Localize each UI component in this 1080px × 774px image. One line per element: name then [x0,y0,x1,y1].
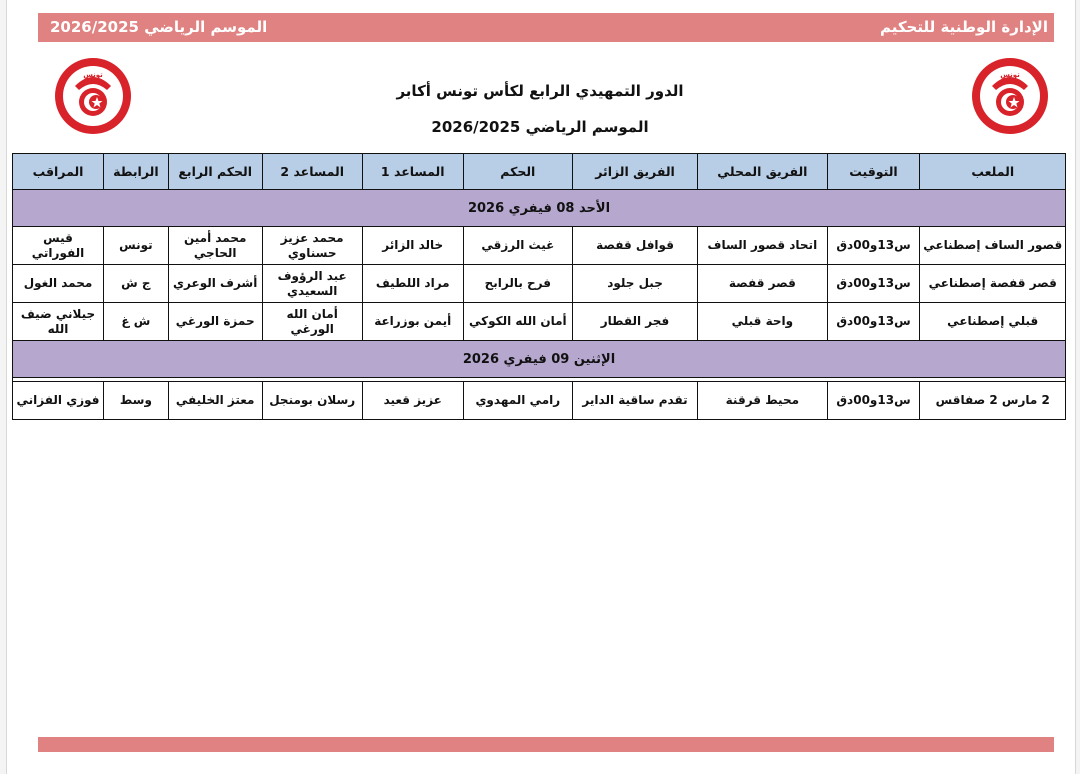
table-cell: معتز الخليفي [168,382,262,420]
table-cell: تونس [104,227,169,265]
logo-top-text: تونس [83,71,103,79]
table-row [13,227,1066,265]
col-header: الفريق المحلي [698,154,827,190]
header-band [38,13,1054,42]
table-row [13,265,1066,303]
table-cell: أمان الله الكوكي [463,303,572,341]
logo-top-text: تونس [1000,71,1020,79]
table-header-row [13,154,1066,190]
table-cell: س13و00دق [827,265,920,303]
table-cell: غيث الرزقي [463,227,572,265]
table-cell: فوزي الفزاني [13,382,104,420]
table-cell: ج ش [104,265,169,303]
table-cell: قبلي إصطناعي [920,303,1066,341]
table-cell: حمزة الورغي [168,303,262,341]
date-label: الأحد 08 فيفري 2026 [13,190,1066,227]
col-header: المساعد 1 [362,154,463,190]
table-cell: وسط [104,382,169,420]
col-header: الرابطة [104,154,169,190]
table-cell: قيس الفوراتي [13,227,104,265]
table-cell: قوافل قفصة [572,227,697,265]
table-cell: اتحاد قصور الساف [698,227,827,265]
table-row [13,303,1066,341]
date-row [13,341,1066,378]
col-header: التوقيت [827,154,920,190]
col-header: المراقب [13,154,104,190]
table-cell: عزيز قعيد [362,382,463,420]
table-cell: فرح بالرابح [463,265,572,303]
table-cell: واحة قبلي [698,303,827,341]
table-cell: فجر القطار [572,303,697,341]
table-cell: محيط قرقنة [698,382,827,420]
table-cell: أمان الله الورغي [262,303,362,341]
table-cell: قصور الساف إصطناعي [920,227,1066,265]
date-row [13,190,1066,227]
col-header: المساعد 2 [262,154,362,190]
date-label: الإثنين 09 فيفري 2026 [13,341,1066,378]
table-row [13,382,1066,420]
season-label: الموسم الرياضي 2026/2025 [50,18,268,36]
table-cell: محمد أمين الحاجي [168,227,262,265]
table-cell: جبل جلود [572,265,697,303]
table-cell: جيلاني ضيف الله [13,303,104,341]
table-cell: أشرف الوعري [168,265,262,303]
table-cell: 2 مارس 2 صفاقس [920,382,1066,420]
federation-logo-right [970,56,1050,136]
table-cell: عبد الرؤوف السعيدي [262,265,362,303]
document-subtitle: الموسم الرياضي 2026/2025 [431,118,649,136]
col-header: الفريق الزائر [572,154,697,190]
org-name: الإدارة الوطنية للتحكيم [879,18,1048,36]
table-cell: قصر قفصة إصطناعي [920,265,1066,303]
document-title: الدور التمهيدي الرابع لكأس تونس أكابر [396,82,684,100]
table-cell: محمد عزيز حسناوي [262,227,362,265]
table-cell: تقدم ساقية الداير [572,382,697,420]
table-cell: قصر قفصة [698,265,827,303]
table-cell: رامي المهدوي [463,382,572,420]
table-cell: محمد الغول [13,265,104,303]
schedule-table [12,153,1066,420]
table-cell: رسلان بومنجل [262,382,362,420]
table-cell: خالد الزائر [362,227,463,265]
col-header: الحكم [463,154,572,190]
table-cell: ش غ [104,303,169,341]
table-cell: س13و00دق [827,382,920,420]
col-header: الملعب [920,154,1066,190]
col-header: الحكم الرابع [168,154,262,190]
footer-band [38,737,1054,752]
table-cell: مراد اللطيف [362,265,463,303]
table-cell: أيمن بوزراعة [362,303,463,341]
table-cell: س13و00دق [827,227,920,265]
table-cell: س13و00دق [827,303,920,341]
federation-logo-left [53,56,133,136]
